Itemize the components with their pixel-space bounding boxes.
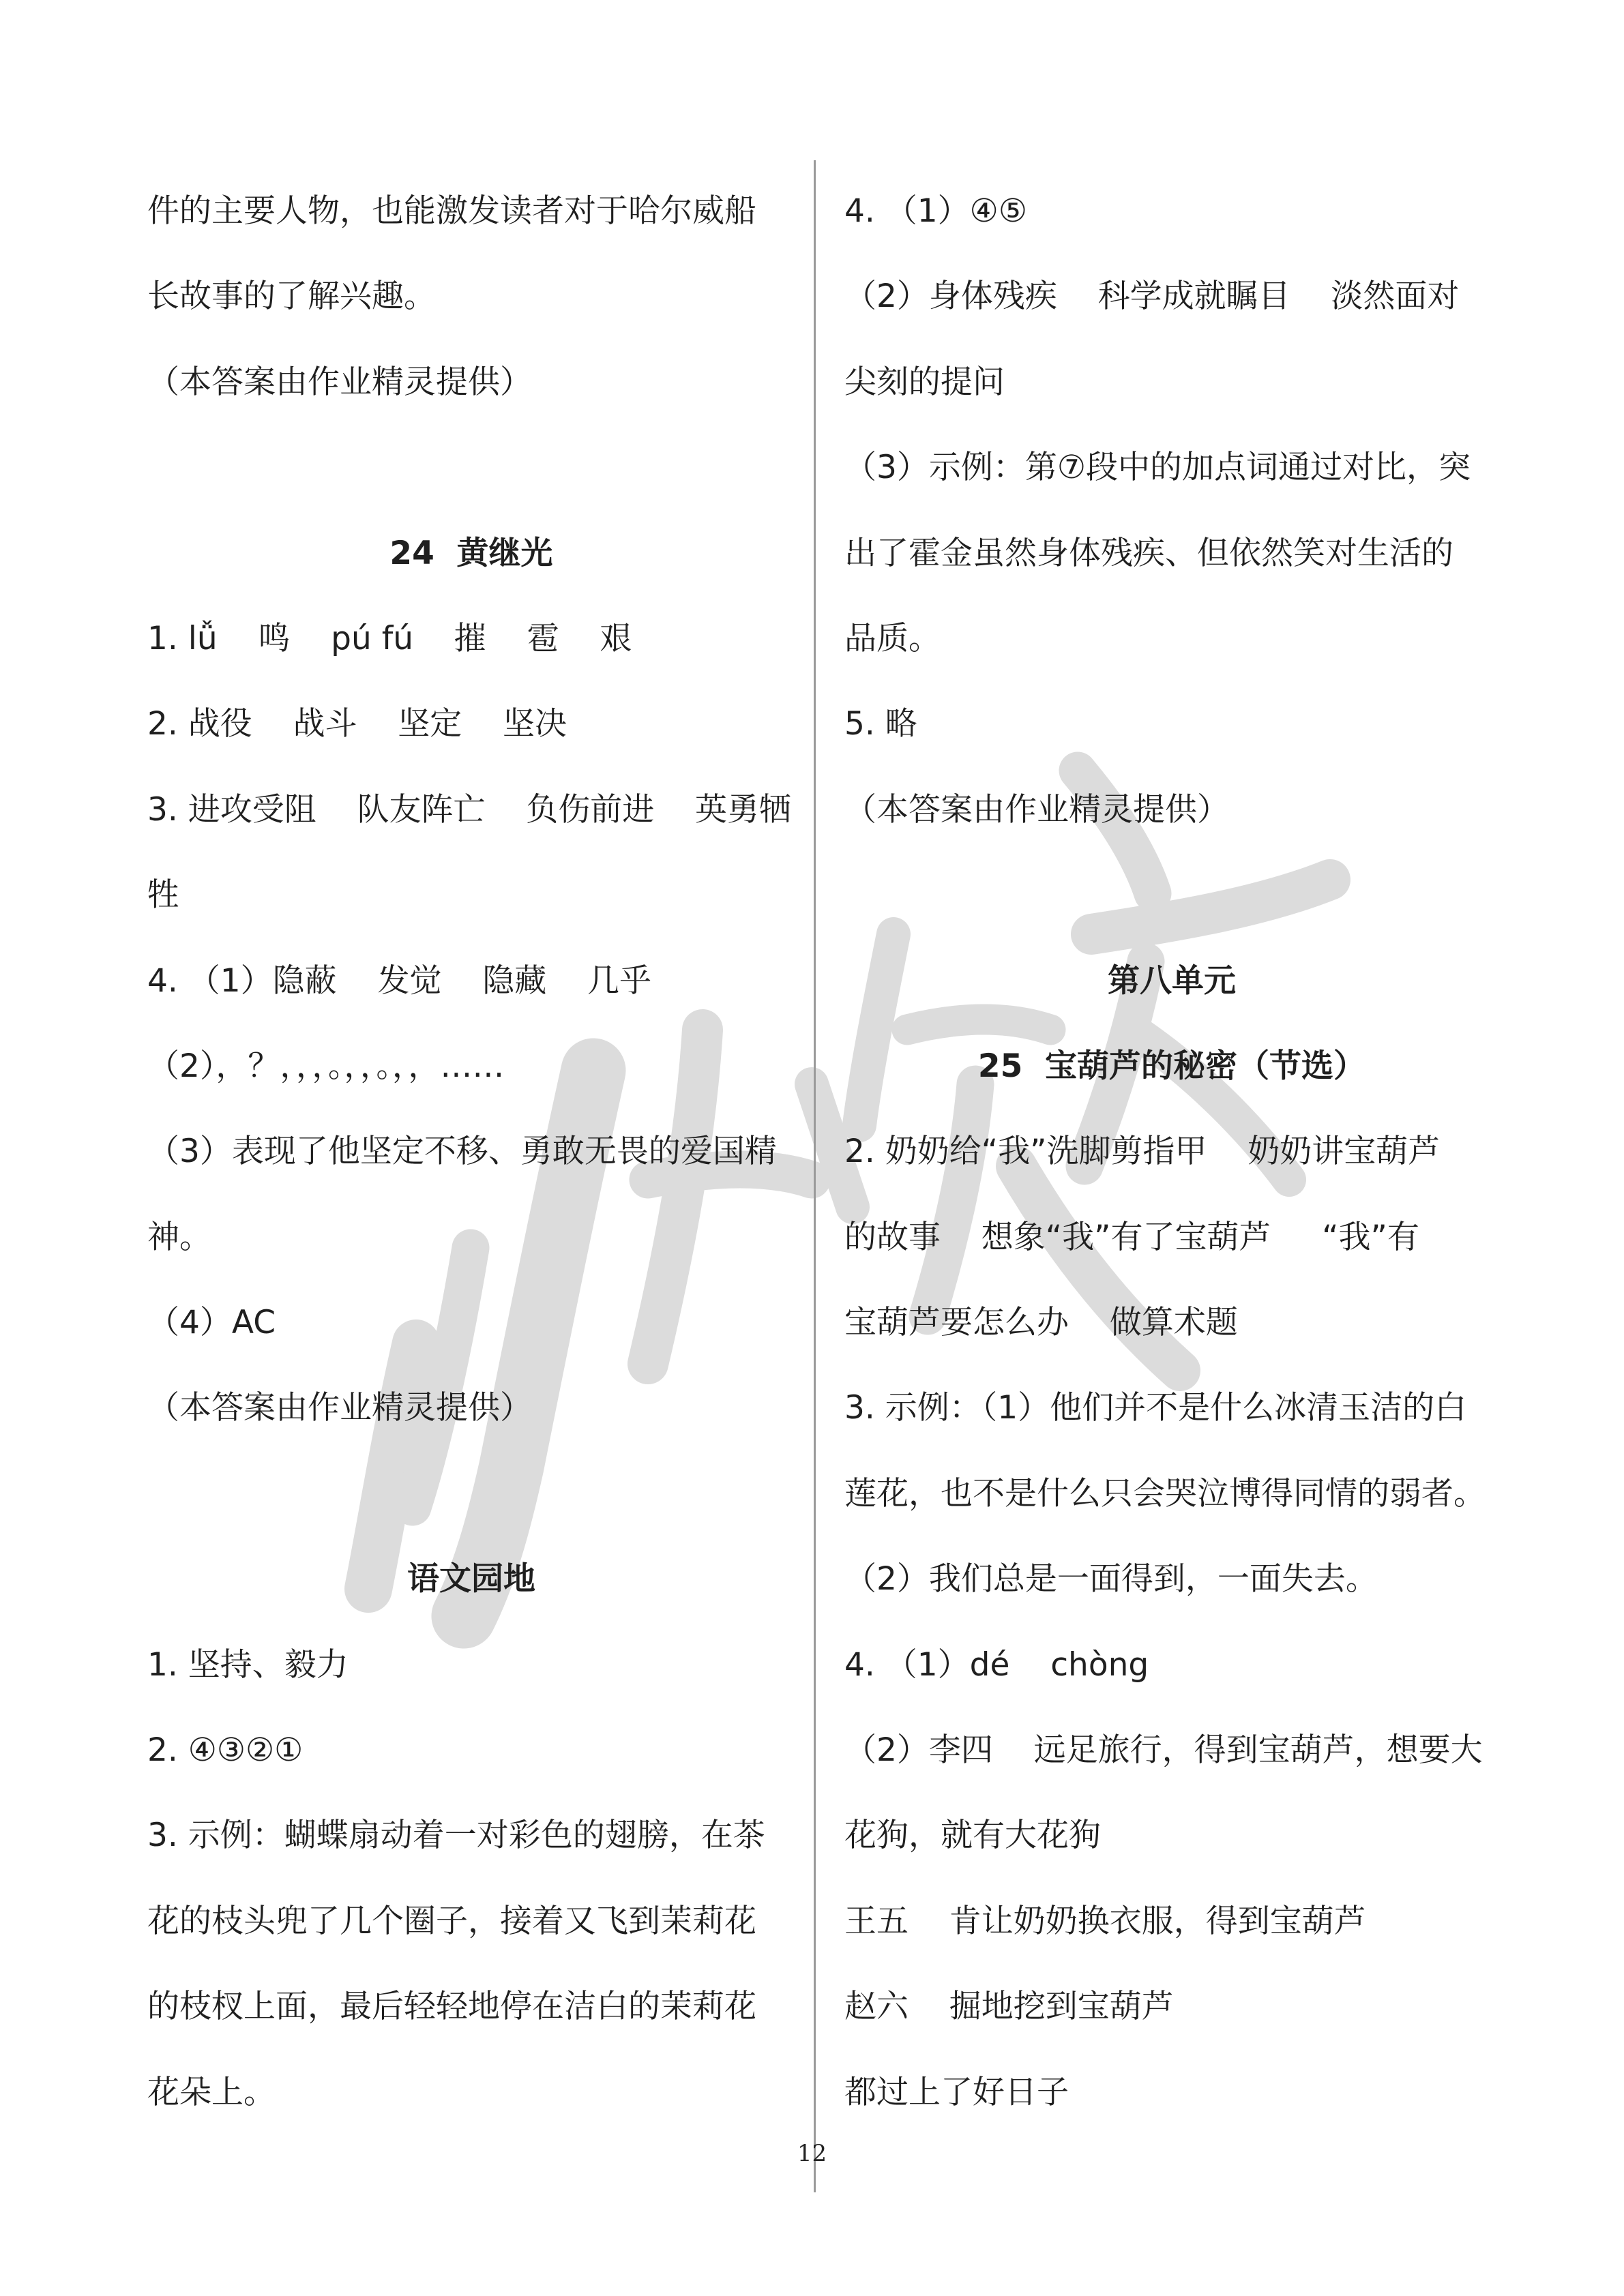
answer-line: 王五 肯让奶奶换衣服，得到宝葫芦 <box>844 1902 1366 1940</box>
answer-line: （本答案由作业精灵提供） <box>844 790 1229 829</box>
answer-line: 的枝杈上面，最后轻轻地停在洁白的茉莉花 <box>147 1988 756 2026</box>
answer-line: 花的枝头兜了几个圈子，接着又飞到茉莉花 <box>147 1902 756 1940</box>
answer-line: 品质。 <box>844 619 941 657</box>
answer-line: 件的主要人物，也能激发读者对于哈尔威船 <box>147 192 756 230</box>
answer-line: 花朵上。 <box>147 2073 276 2111</box>
answer-line: 都过上了好日子 <box>844 2073 1069 2111</box>
right-column <box>844 181 1499 2147</box>
answer-line: （2）我们总是一面得到，一面失去。 <box>844 1560 1378 1598</box>
answer-line: 长故事的了解兴趣。 <box>147 278 436 316</box>
page-number: 12 <box>797 2140 827 2167</box>
answer-line: 4. （1）④⑤ <box>844 192 1027 230</box>
answer-line: 牲 <box>147 876 179 914</box>
answer-line: 4. （1）dé chòng <box>844 1645 1149 1684</box>
answer-line: 3. 示例：蝴蝶扇动着一对彩色的翅膀，在茶 <box>147 1817 765 1855</box>
answer-line: （本答案由作业精灵提供） <box>147 363 532 401</box>
answer-line: 2. 奶奶给“我”洗脚剪指甲 奶奶讲宝葫芦 <box>844 1133 1441 1171</box>
left-column <box>147 181 795 2147</box>
answer-line: 的故事 想象“我”有了宝葫芦 “我”有 <box>844 1218 1419 1256</box>
answer-line: 3. 进攻受阻 队友阵亡 负伤前进 英勇牺 <box>147 790 792 829</box>
answer-line: 5. 略 <box>844 705 917 743</box>
answer-line: 2. 战役 战斗 坚定 坚决 <box>147 705 567 743</box>
blank-line <box>844 865 1499 950</box>
blank-line <box>147 437 795 522</box>
column-divider <box>814 160 816 2192</box>
section-heading: 25 宝葫芦的秘密（节选） <box>977 1047 1366 1085</box>
answer-line: 4. （1）隐蔽 发觉 隐藏 几乎 <box>147 961 651 1000</box>
answer-line: （3）表现了他坚定不移、勇敢无畏的爱国精 <box>147 1133 777 1171</box>
blank-line <box>147 1463 795 1549</box>
answer-line: （2）李四 远足旅行，得到宝葫芦，想要大 <box>844 1731 1483 1770</box>
answer-line: 宝葫芦要怎么办 做算术题 <box>844 1304 1238 1342</box>
answer-line: 花狗，就有大花狗 <box>844 1817 1101 1855</box>
answer-line: 赵六 掘地挖到宝葫芦 <box>844 1988 1174 2026</box>
answer-line: （2）身体残疾 科学成就瞩目 淡然面对 <box>844 278 1460 316</box>
answer-line: 神。 <box>147 1218 211 1256</box>
answer-line: 1. lǚ 鸣 pú fú 摧 雹 艰 <box>147 619 632 657</box>
answer-line: 3. 示例：（1）他们并不是什么冰清玉洁的白 <box>844 1389 1467 1427</box>
answer-line: 出了霍金虽然身体残疾、但依然笑对生活的 <box>844 534 1453 572</box>
answer-line: （4）AC <box>147 1304 276 1342</box>
answer-line: （2），？，，，。，，。，，…… <box>147 1047 505 1085</box>
section-heading: 第八单元 <box>1108 961 1236 1000</box>
answer-line: 尖刻的提问 <box>844 363 1005 401</box>
answer-line: 2. ④③②① <box>147 1731 304 1770</box>
answer-line: （3）示例：第⑦段中的加点词通过对比，突 <box>844 449 1471 487</box>
answer-line: 莲花，也不是什么只会哭泣博得同情的弱者。 <box>844 1474 1486 1512</box>
section-heading: 24 黄继光 <box>389 534 553 572</box>
answer-line: 1. 坚持、毅力 <box>147 1645 349 1684</box>
answer-line: （本答案由作业精灵提供） <box>147 1389 532 1427</box>
section-heading: 语文园地 <box>407 1560 535 1598</box>
